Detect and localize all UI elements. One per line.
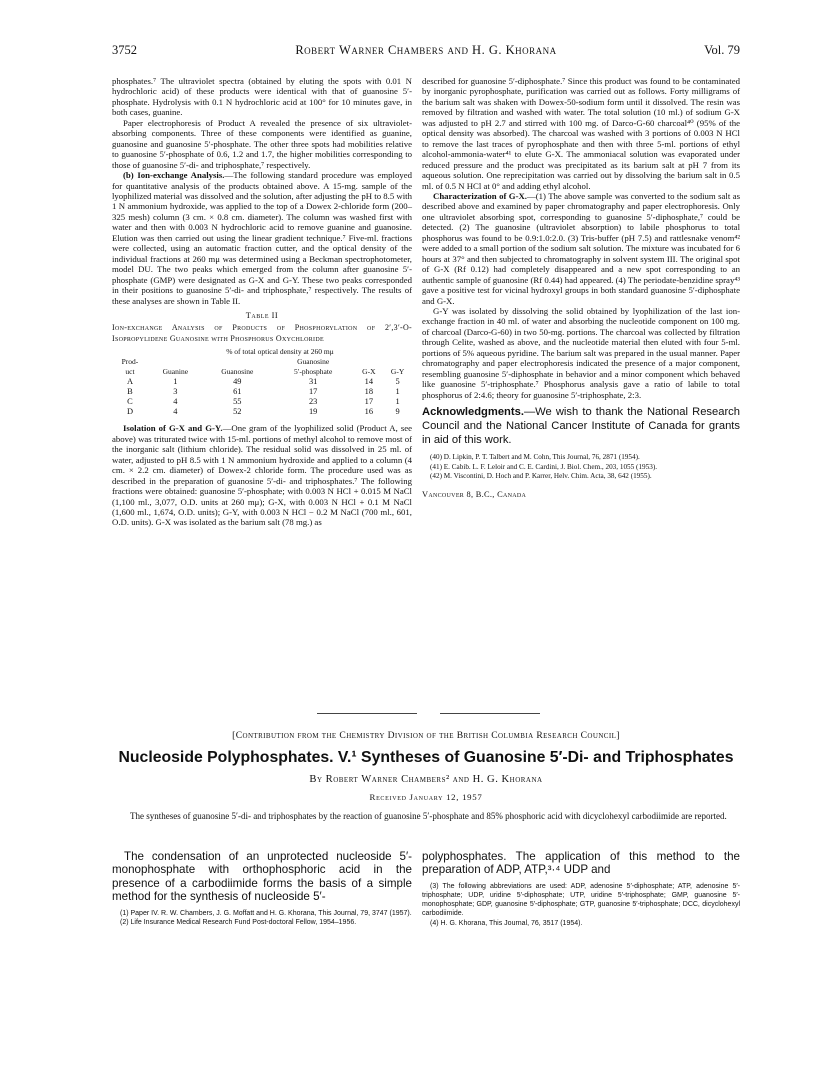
table-cell: A: [126, 377, 133, 387]
table-cell: 55: [233, 397, 242, 407]
table-caption: Table II: [245, 310, 279, 320]
span-header: % of total optical density at 260 mμ: [226, 347, 334, 357]
paragraph: [112, 170, 412, 306]
affiliation-place: Vancouver 8, B.C., Canada: [422, 489, 527, 499]
article-title: Nucleoside Polyphosphates. V.¹ Syntheses of Guanosine 5′-Di- and Triphosphates: [118, 749, 734, 766]
paragraph: phosphates.⁷ The ultraviolet spectra (obtained by eluting the spots with 0.01 N hydrochloric acid) of these products were identical with that of guanosine 5′-phosphate. Hydrolysis with 0.1 N hydrochloric acid at 100° for 10 minutes gave, in both cases, guanine.: [112, 76, 412, 118]
volume-number: Vol. 79: [704, 43, 740, 57]
column-header: Guanosine 5′-phosphate: [294, 357, 333, 377]
column-header: Prod- uct: [121, 357, 139, 377]
table-cell: 61: [233, 387, 242, 397]
table-cell: 14: [364, 377, 374, 387]
table-cell: 31: [308, 377, 318, 387]
column-header: G-Y: [390, 367, 405, 377]
paragraph: G-Y was isolated by dissolving the solid obtained by lyophilization of the last ion-exchange fraction in 40 ml. of water and absorbing the nucleotide component on 100 mg. of charcoal (Darco-G-60) in two 50-mg. portions. The charcoal was collected by filtration through Celite, washed as above, and the nucleotide material then eluted with four 5-ml. portions of 5% aqueous pyridine. The barium salt was prepared in the usual manner. Paper chromatography and paper electrophoresis indicated the presence of a major component, resembling guanosine 5′-diphosphate in behavior and a minor component which behaved like guanosine 5′-triphosphate.⁷ Phosphorus analysis gave a ratio of labile to total phosphorus of 2:4.6; theory for guanosine 5′-triphosphate, 2:3.: [422, 305, 740, 400]
page-number: 3752: [112, 43, 137, 57]
table-cell: 1: [173, 377, 178, 387]
paragraph-text: —One gram of the lyophilized solid (Product A, see above) was triturated twice with 15-ml. portions of methyl alcohol to remove most of the inorganic salt (lithium chloride). The residual solid was dissolved in 25 ml. of water, adjusted to pH 8.5 with 1 N ammonium hydroxide and applied to a column (4 cm. × 2.2 cm. diameter) of Dowex-2 chloride form. The procedure used was as described in the preparation of guanosine 5′-di- and triphosphates.⁷ The following fractions were obtained: guanosine 5′-phosphate; with 0.003 N HCl + 0.015 M NaCl (1,100 ml., 3,077, O.D. units at 260 mμ); G-X, with 0.003 N HCl + 0.1 M NaCl (1,600 ml., 1,674, O.D. units); G-Y, with 0.003 N HCl − 0.2 M NaCl (700 ml., 601, O.D. units). G-X was isolated as the barium salt (78 mg.) as: [112, 423, 412, 528]
ack-heading: Acknowledgments.: [422, 406, 524, 419]
table-cell: 18: [364, 387, 374, 397]
table-cell: 17: [308, 387, 318, 397]
table-cell: D: [126, 407, 133, 417]
footnote: (3) The following abbreviations are used: ADP, adenosine 5′-diphosphate; ATP, adenosine 5′-triphosphate; UDP, uridine 5′-diphosphate; UTP, uridine 5′-triphosphate; GMP, guanosine 5′-monophosphate; GDP, guanosine 5′-diphosphate; GTP, guanosine 5′-triphosphate; DCC, dicyclohexyl carbodiimide.: [422, 882, 740, 918]
paragraph-text: —The following standard procedure was employed for quantitative analysis of the products obtained above. A 15-mg. sample of the lyophilized material was dissolved and the solution, after adjusting the pH to 8.5 with 1 N ammonium hydroxide, was applied to the top of a Dowex 2-chloride form (200–325 mesh) column (3 cm. × 0.8 cm. diameter). The column was washed first with water and then with 0.003 N hydrochloric acid to remove guanine and guanosine. Elution was then carried out using the linear gradient technique.⁷ Five-ml. fractions were collected, using an automatic fraction cutter, and the optical density of the individual fractions at 260 mμ was determined using a Beckman spectrophotometer, model DU. The two peaks which emerged from the column after guanosine 5′-phosphate (GMP) were designated as G-X and G-Y. These two peaks corresponded in their positions to guanosine 5′-di- and triphosphate,⁷ respectively. The results of these analyses are shown in Table II.: [112, 170, 412, 306]
body-paragraph: The condensation of an unprotected nucleoside 5′-monophosphate with orthophosphoric acid in the presence of a carbodiimide forms the basis of a simple method for the synthesis of nucleoside 5′-: [112, 850, 412, 904]
table-cell: 4: [173, 407, 178, 417]
footnote: (4) H. G. Khorana, This Journal, 76, 3517 (1954).: [430, 919, 583, 927]
table-cell: 1: [395, 397, 400, 407]
reference: (41) E. Cabib. L. F. Leloir and C. E. Cardini, J. Biol. Chem., 203, 1055 (1953).: [430, 462, 658, 471]
table-cell: 19: [308, 407, 318, 417]
header-authors: Robert Warner Chambers and H. G. Khorana: [295, 43, 557, 57]
table-cell: 4: [173, 397, 178, 407]
running-header: [112, 43, 740, 59]
table-cell: 1: [395, 387, 400, 397]
section-heading: Characterization of G-X.: [433, 190, 527, 201]
footnote: (2) Life Insurance Medical Research Fund Post-doctoral Fellow, 1954–1956.: [120, 918, 357, 926]
reference: (40) D. Lipkin, P. T. Talbert and M. Cohn, This Journal, 76, 2871 (1954).: [430, 453, 640, 462]
table-cell: 16: [364, 407, 374, 417]
paragraph: [422, 191, 740, 306]
table-cell: 49: [233, 377, 242, 387]
column-header: G-X: [362, 367, 376, 377]
acknowledgments: [422, 406, 740, 447]
table-title: Ion-exchange Analysis of Products of Phosphorylation of 2′,3′-O-Isopropylidene Guanosine with Phosphorus Oxychloride: [112, 323, 412, 343]
table-cell: B: [127, 387, 133, 397]
table-cell: C: [127, 397, 133, 407]
table-cell: 5: [395, 377, 400, 387]
paragraph: Paper electrophoresis of Product A revealed the presence of six ultraviolet-absorbing components. Three of these components were identified as guanine, guanosine and guanosine 5′-phosphate. The other three spots had mobilities relative to guanosine 5′-phosphate of 0.6, 1.2 and 1.7, the higher mobilities corresponding to those of guanosine 5′-di- and triphosphate,⁷ respectively.: [112, 117, 412, 170]
body-right: [422, 850, 740, 928]
table-cell: 17: [364, 397, 374, 407]
abstract: The syntheses of guanosine 5′-di- and triphosphates by the reaction of guanosine 5′-phosphate and 85% phosphoric acid with dicyclohexyl carbodiimide are reported.: [130, 811, 727, 821]
section-rule: [440, 713, 540, 714]
references: [422, 453, 740, 481]
table-cell: 23: [308, 397, 318, 407]
section-heading: Isolation of G-X and G-Y.: [123, 423, 223, 434]
table-cell: 3: [173, 387, 178, 397]
column-header: Guanosine: [221, 367, 254, 377]
received-date: Received January 12, 1957: [369, 792, 483, 802]
table-row: [112, 397, 412, 407]
table-header-row: [112, 347, 412, 357]
section-heading: (b) Ion-exchange Analysis.: [123, 170, 225, 181]
reference: (42) M. Viscontini, D. Hoch and P. Karrer, Helv. Chim. Acta, 38, 642 (1955).: [430, 472, 652, 481]
section-rule: [317, 713, 417, 714]
results-table: [112, 347, 412, 417]
byline: By Robert Warner Chambers² and H. G. Khorana: [309, 774, 543, 785]
footnotes-right: [422, 882, 740, 928]
column-header: Guanine: [162, 367, 189, 377]
table-cell: 52: [233, 407, 242, 417]
footnote: (1) Paper IV. R. W. Chambers, J. G. Moffatt and H. G. Khorana, This Journal, 79, 3747 (1957).: [120, 909, 412, 917]
paragraph: [112, 423, 412, 528]
ack-text: —We wish to thank the National Research Council and the National Cancer Institute of Canada for grants in aid of this work.: [422, 406, 740, 446]
table-cell: 9: [395, 407, 400, 417]
contribution-line: [Contribution from the Chemistry Division of the British Columbia Research Council]: [232, 730, 620, 741]
body-left: [112, 850, 412, 927]
footnotes-left: [112, 909, 412, 927]
table-row: [112, 377, 412, 387]
paragraph: described for guanosine 5′-diphosphate.⁷ Since this product was found to be contaminated by inorganic pyrophosphate, purification was carried out as follows. Forty milligrams of the barium salt was shaken with Dowex-50-sodium form until it dissolved. The resin was removed by filtration and washed with water. The total solution (10 ml.) of sodium G-X was adjusted to pH 2.7 and stirred with 100 mg. of Darco-G-60 charcoal⁴⁰ (95% of the optical density was absorbed). The charcoal was washed with 3 portions of 0.003 N HCl to remove the last traces of pyrophosphate and then with three 5-ml. portions of ethyl alcohol-ammonia-water⁴¹ to elute G-X. The ammoniacal solution was evaporated under reduced pressure and the product was precipitated as its barium salt at pH 7 from its aqueous solution. One reprecipitation was carried out by dissolving the barium salt in 0.5 ml. of 0.5 N HCl at 0° and adding ethyl alcohol.: [422, 76, 740, 191]
left-column: [112, 76, 412, 528]
table-row: [112, 387, 412, 397]
body-paragraph: polyphosphates. The application of this method to the preparation of ADP, ATP,³·⁴ UDP and: [422, 850, 740, 877]
table-header-row: [112, 357, 412, 377]
table-row: [112, 407, 412, 417]
paragraph-text: —(1) The above sample was converted to the sodium salt as described above and examined by paper chromatography and paper electrophoresis. Only one ultraviolet absorbing spot, corresponding to guanosine 5′-diphosphate,⁷ could be detected. (2) The guanosine (ultraviolet absorption) to labile phosphorus to total phosphorus was found to be 0.9:1.0:2.0. (3) Tris-buffer (pH 7.5) and rattlesnake venom⁴² were added to a small portion of the sodium salt solution. The mixture was incubated for 6 hours at 37° and then subjected to chromatography in solvent system III. The original spot of G-X (Rf 0.12) had completely disappeared and a new spot corresponding to an authentic sample of guanosine (Rf 0.44) had appeared. (4) The periodate-benzidine spray⁴³ gave a positive test for vicinal hydroxyl groups in both standard guanosine 5′-diphosphate and G-X.: [422, 190, 740, 306]
right-column: [422, 76, 740, 500]
